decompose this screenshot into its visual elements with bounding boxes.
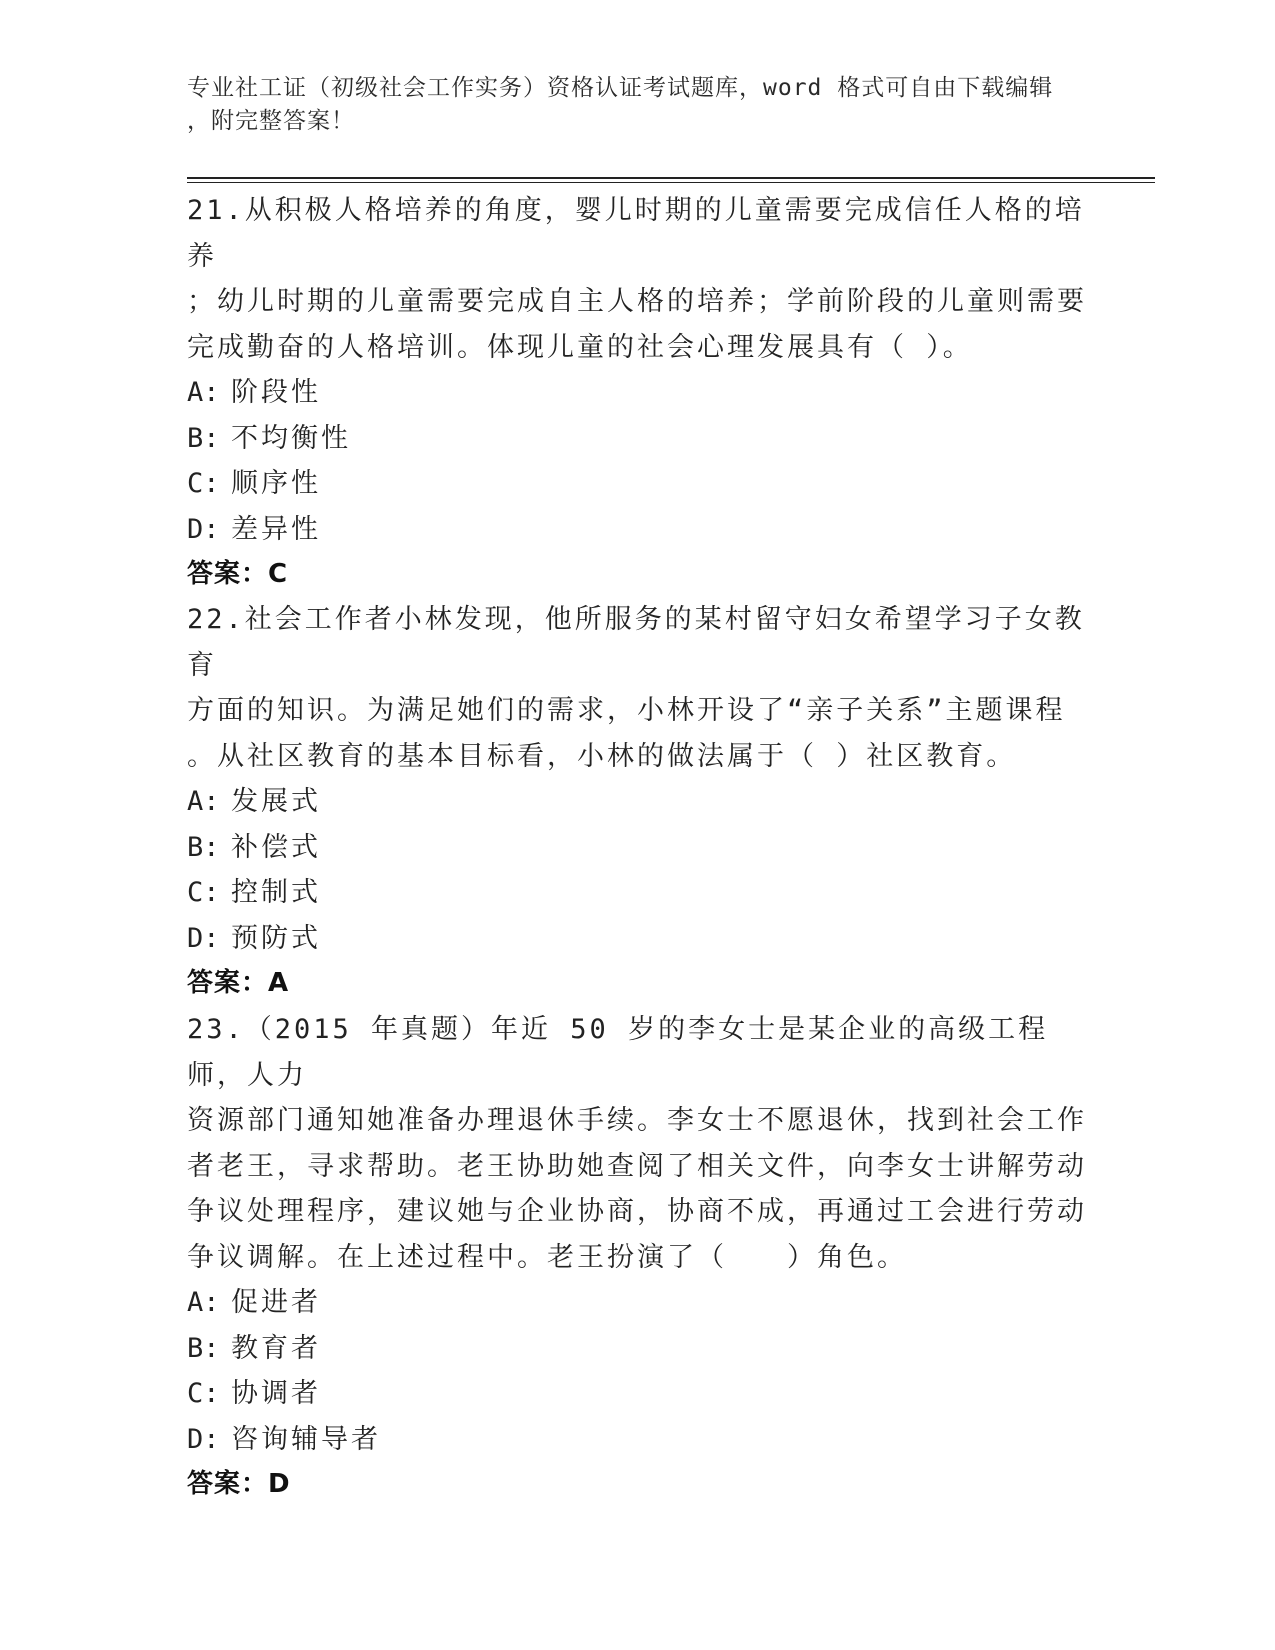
option-text: 补偿式 <box>231 831 321 863</box>
option-key: B: <box>187 422 220 454</box>
question-line: 完成勤奋的人格培训。体现儿童的社会心理发展具有（ ）。 <box>187 331 973 363</box>
option-key: D: <box>187 922 220 954</box>
option-key: A: <box>187 786 220 817</box>
option-key: B: <box>187 831 220 863</box>
option-text: 发展式 <box>231 786 321 817</box>
option-b <box>187 1326 1087 1372</box>
option-c <box>187 461 1087 507</box>
question-line: 23.（2015 年真题）年近 50 岁的李女士是某企业的高级工程师，人力 <box>187 1014 1049 1091</box>
option-key: A: <box>187 377 220 408</box>
option-key: C: <box>187 877 220 908</box>
option-text: 协调者 <box>231 1378 321 1409</box>
option-text: 不均衡性 <box>231 422 351 454</box>
answer-label: 答案：D <box>187 1469 291 1499</box>
option-text: 差异性 <box>231 513 321 545</box>
question-line: 争议调解。在上述过程中。老王扮演了（ ）角色。 <box>187 1241 907 1273</box>
question-text <box>187 188 1087 370</box>
option-text: 教育者 <box>231 1332 321 1364</box>
option-text: 控制式 <box>231 877 321 908</box>
question-line: 22.社会工作者小林发现，他所服务的某村留守妇女希望学习子女教育 <box>187 604 1085 681</box>
question-line: 资源部门通知她准备办理退休手续。李女士不愿退休，找到社会工作 <box>187 1105 1087 1136</box>
option-c <box>187 1371 1087 1417</box>
option-d <box>187 1417 1087 1463</box>
option-b <box>187 825 1087 871</box>
option-text: 促进者 <box>231 1287 321 1318</box>
option-a <box>187 1280 1087 1326</box>
question-block <box>187 188 1087 598</box>
header-line-2: ，附完整答案！ <box>187 108 355 134</box>
option-text: 阶段性 <box>231 377 321 408</box>
option-text: 咨询辅导者 <box>231 1423 381 1455</box>
option-d <box>187 916 1087 962</box>
document-header <box>187 72 1067 138</box>
option-key: C: <box>187 468 220 499</box>
question-line: 21.从积极人格培养的角度，婴儿时期的儿童需要完成信任人格的培养 <box>187 195 1085 272</box>
option-a <box>187 779 1087 825</box>
question-line: 。从社区教育的基本目标看，小林的做法属于（ ）社区教育。 <box>187 740 1017 772</box>
option-key: A: <box>187 1287 220 1318</box>
option-text: 预防式 <box>231 922 321 954</box>
header-divider <box>187 177 1155 183</box>
question-line: ；幼儿时期的儿童需要完成自主人格的培养；学前阶段的儿童则需要 <box>187 286 1087 317</box>
options-list <box>187 370 1087 552</box>
question-line: 者老王，寻求帮助。老王协助她查阅了相关文件，向李女士讲解劳动 <box>187 1150 1087 1182</box>
option-d <box>187 507 1087 553</box>
option-key: D: <box>187 513 220 545</box>
option-b <box>187 416 1087 462</box>
options-list <box>187 779 1087 961</box>
options-list <box>187 1280 1087 1462</box>
question-block <box>187 597 1087 1007</box>
question-text <box>187 1007 1087 1280</box>
option-c <box>187 870 1087 916</box>
question-line: 争议处理程序，建议她与企业协商，协商不成，再通过工会进行劳动 <box>187 1196 1087 1227</box>
answer-label: 答案：C <box>187 559 289 589</box>
option-key: B: <box>187 1332 220 1364</box>
question-block <box>187 1007 1087 1508</box>
question-text <box>187 597 1087 779</box>
answer-label: 答案：A <box>187 968 290 998</box>
header-line-1: 专业社工证（初级社会工作实务）资格认证考试题库，word 格式可自由下载编辑 <box>187 75 1054 101</box>
option-key: C: <box>187 1378 220 1409</box>
option-text: 顺序性 <box>231 468 321 499</box>
option-a <box>187 370 1087 416</box>
option-key: D: <box>187 1423 220 1455</box>
question-line: 方面的知识。为满足她们的需求，小林开设了“亲子关系”主题课程 <box>187 695 1066 726</box>
